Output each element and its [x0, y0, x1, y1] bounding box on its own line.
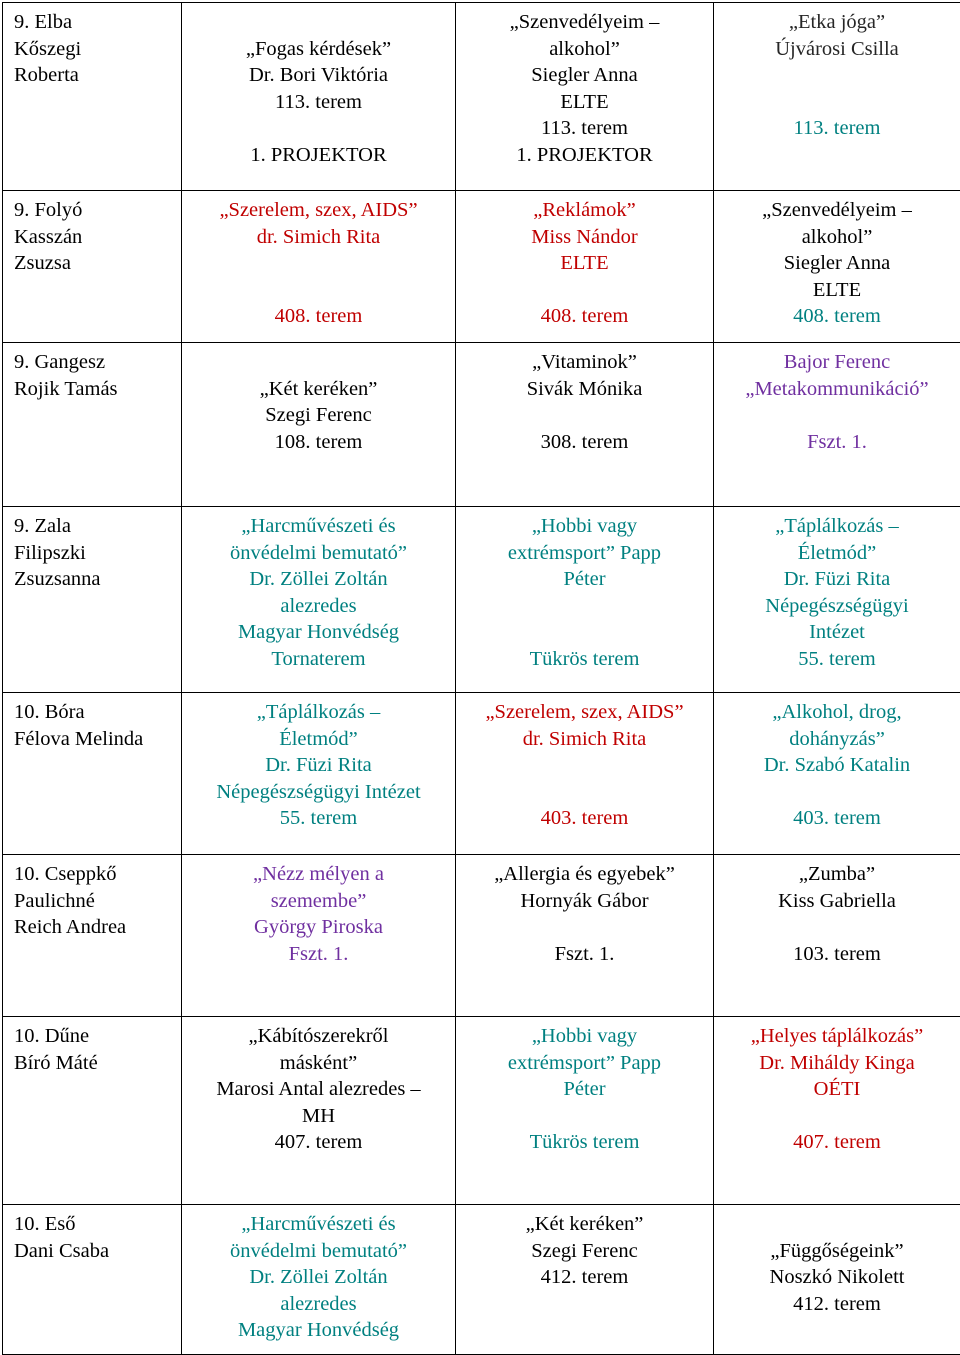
- group-label-line: Kasszán: [14, 225, 83, 248]
- session-line: Fszt. 1.: [288, 942, 349, 965]
- session-line: Bajor Ferenc: [783, 351, 891, 373]
- session-line: Dr. Bori Viktória: [248, 64, 389, 86]
- session-line: Életmód”: [797, 541, 877, 564]
- session-line: „Két keréken”: [525, 1213, 644, 1235]
- schedule-table: [2, 2, 960, 1355]
- session-line: OÉTI: [813, 1078, 861, 1100]
- session-cell: [714, 3, 960, 191]
- session-line: „Függőségeink”: [770, 1239, 904, 1262]
- session-line: [186, 250, 451, 277]
- group-label-line: Paulichné: [14, 889, 95, 912]
- group-cell: [3, 693, 182, 855]
- session-cell: [182, 507, 456, 693]
- session-line: Dr. Zöllei Zoltán: [249, 1266, 388, 1288]
- session-line: [186, 115, 451, 142]
- session-line: Noszkó Nikolett: [769, 1266, 905, 1288]
- session-cell: [456, 3, 714, 191]
- session-line: [460, 914, 709, 941]
- group-label-line: Dani Csaba: [14, 1239, 110, 1262]
- session-cell: [182, 191, 456, 343]
- session-line: alezredes: [280, 594, 357, 617]
- schedule-body: [3, 3, 960, 1355]
- session-line: „Táplálkozás –: [775, 515, 899, 537]
- session-line: [718, 62, 956, 89]
- session-cell: [456, 855, 714, 1017]
- group-cell: [3, 1017, 182, 1205]
- session-cell: [456, 693, 714, 855]
- session-line: Szegi Ferenc: [265, 404, 372, 426]
- session-line: [186, 9, 451, 36]
- session-line: Siegler Anna: [783, 252, 891, 274]
- session-line: 55. terem: [279, 807, 358, 829]
- group-cell: [3, 343, 182, 507]
- session-line: Életmód”: [279, 727, 358, 750]
- table-row: [3, 343, 960, 507]
- session-cell: [714, 343, 960, 507]
- session-line: „Fogas kérdések”: [245, 37, 392, 60]
- session-line: [718, 1211, 956, 1238]
- session-line: másként”: [279, 1051, 358, 1074]
- session-cell: [182, 1017, 456, 1205]
- session-line: önvédelmi bemutató”: [229, 1239, 408, 1262]
- session-line: [460, 1103, 709, 1130]
- session-line: Szegi Ferenc: [531, 1239, 638, 1262]
- group-label-line: 9. Gangesz: [14, 351, 106, 373]
- group-label-line: Kőszegi: [14, 37, 82, 60]
- session-line: dr. Simich Rita: [522, 727, 647, 750]
- session-cell: [456, 343, 714, 507]
- group-label-line: Bíró Máté: [14, 1051, 98, 1074]
- session-line: Hornyák Gábor: [520, 889, 649, 912]
- session-cell: [182, 693, 456, 855]
- session-line: „Allergia és egyebek”: [494, 863, 675, 885]
- session-cell: [714, 1205, 960, 1355]
- session-line: 1. PROJEKTOR: [516, 143, 653, 166]
- session-cell: [182, 855, 456, 1017]
- session-cell: [714, 693, 960, 855]
- session-line: [460, 277, 709, 304]
- session-line: Dr. Miháldy Kinga: [759, 1051, 915, 1074]
- session-line: Marosi Antal alezredes –: [216, 1078, 421, 1100]
- session-cell: [182, 3, 456, 191]
- session-line: „Szerelem, szex, AIDS”: [219, 199, 418, 221]
- session-line: Dr. Zöllei Zoltán: [249, 568, 388, 590]
- group-label-line: Filipszki: [14, 541, 86, 564]
- table-row: [3, 693, 960, 855]
- session-line: „Harcművészeti és: [241, 515, 396, 537]
- session-line: „Reklámok”: [533, 199, 636, 221]
- session-line: 412. terem: [793, 1292, 881, 1315]
- session-line: Fszt. 1.: [807, 430, 867, 453]
- session-line: MH: [301, 1104, 336, 1127]
- session-line: 407. terem: [274, 1131, 363, 1153]
- session-line: „Etka jóga”: [788, 11, 886, 33]
- session-line: szemembe”: [270, 889, 367, 912]
- session-line: Népegészségügyi Intézet: [216, 780, 421, 803]
- table-row: [3, 1205, 960, 1355]
- session-line: 408. terem: [540, 305, 629, 327]
- session-line: ELTE: [812, 278, 862, 301]
- session-line: Miss Nándor: [531, 225, 638, 248]
- session-line: [718, 1103, 956, 1130]
- session-line: alezredes: [280, 1292, 357, 1315]
- session-line: 113. terem: [541, 117, 628, 139]
- table-row: [3, 507, 960, 693]
- session-line: Magyar Honvédség: [237, 621, 400, 643]
- session-line: [460, 619, 709, 646]
- session-line: Siegler Anna: [531, 64, 638, 86]
- session-line: Péter: [563, 568, 606, 590]
- group-label-line: 9. Zala: [14, 515, 71, 537]
- session-line: 55. terem: [798, 647, 876, 670]
- session-line: Kiss Gabriella: [778, 889, 896, 912]
- session-line: 113. terem: [275, 90, 362, 113]
- session-line: „Metakommunikáció”: [745, 377, 929, 400]
- session-cell: [182, 343, 456, 507]
- session-line: Magyar Honvédség: [237, 1319, 400, 1341]
- table-row: [3, 191, 960, 343]
- session-cell: [714, 1017, 960, 1205]
- session-line: 403. terem: [540, 807, 629, 829]
- session-line: 113. terem: [793, 117, 881, 139]
- session-cell: [182, 1205, 456, 1355]
- session-line: „Szerelem, szex, AIDS”: [485, 701, 684, 723]
- session-cell: [714, 507, 960, 693]
- session-line: [186, 277, 451, 304]
- session-line: [460, 402, 709, 429]
- session-cell: [714, 855, 960, 1017]
- session-line: Sivák Mónika: [526, 377, 643, 400]
- session-cell: [714, 191, 960, 343]
- session-line: Újvárosi Csilla: [775, 37, 899, 60]
- session-line: „Harcművészeti és: [241, 1213, 396, 1235]
- group-cell: [3, 855, 182, 1017]
- session-line: Péter: [563, 1078, 606, 1100]
- group-label-line: 9. Elba: [14, 11, 73, 33]
- session-line: extrémsport” Papp: [507, 1051, 662, 1074]
- group-label-line: Zsuzsanna: [14, 568, 101, 590]
- group-cell: [3, 3, 182, 191]
- session-line: dohányzás”: [789, 727, 885, 750]
- session-line: 408. terem: [793, 305, 881, 327]
- session-line: „Szenvedélyeim –: [509, 11, 660, 33]
- session-line: „Hobbi vagy: [531, 1025, 638, 1047]
- session-line: [460, 779, 709, 806]
- session-line: „Nézz mélyen a: [253, 863, 384, 885]
- group-cell: [3, 1205, 182, 1355]
- session-line: 412. terem: [540, 1266, 629, 1288]
- session-line: „Kábítószerekről: [248, 1025, 389, 1047]
- session-line: Dr. Füzi Rita: [265, 754, 372, 776]
- session-line: alkohol”: [801, 225, 873, 248]
- session-line: ELTE: [560, 90, 609, 113]
- session-line: Népegészségügyi: [765, 594, 909, 617]
- session-line: „Alkohol, drog,: [772, 701, 902, 723]
- group-label-line: 9. Folyó: [14, 199, 83, 221]
- session-line: [460, 752, 709, 779]
- session-line: [460, 593, 709, 620]
- session-cell: [456, 1205, 714, 1355]
- session-line: „Vitaminok”: [532, 351, 637, 373]
- session-line: 408. terem: [274, 305, 363, 327]
- session-cell: [456, 1017, 714, 1205]
- session-cell: [456, 507, 714, 693]
- group-cell: [3, 507, 182, 693]
- session-line: Dr. Füzi Rita: [783, 568, 891, 590]
- session-line: 308. terem: [540, 430, 629, 453]
- group-label-line: Rojik Tamás: [14, 377, 118, 400]
- group-label-line: 10. Cseppkő: [14, 863, 117, 885]
- group-label-line: 10. Bóra: [14, 701, 85, 723]
- table-row: [3, 855, 960, 1017]
- session-line: 103. terem: [793, 942, 881, 965]
- session-line: [186, 349, 451, 376]
- session-line: önvédelmi bemutató”: [229, 541, 408, 564]
- group-label-line: Félova Melinda: [14, 727, 144, 750]
- session-line: Tükrös terem: [529, 1131, 640, 1153]
- group-cell: [3, 191, 182, 343]
- session-line: alkohol”: [549, 37, 620, 60]
- session-cell: [456, 191, 714, 343]
- group-label-line: Zsuzsa: [14, 252, 71, 274]
- group-label-line: Reich Andrea: [14, 916, 127, 938]
- session-line: „Két keréken”: [259, 377, 378, 400]
- session-line: Tornaterem: [271, 647, 366, 670]
- group-label-line: 10. Dűne: [14, 1025, 90, 1047]
- table-row: [3, 3, 960, 191]
- session-line: Tükrös terem: [529, 647, 640, 670]
- session-line: 407. terem: [793, 1131, 881, 1153]
- session-line: 1. PROJEKTOR: [250, 143, 387, 166]
- session-line: „Zumba”: [798, 863, 876, 885]
- session-line: Intézet: [809, 621, 865, 643]
- session-line: extrémsport” Papp: [507, 541, 662, 564]
- session-line: „Táplálkozás –: [256, 701, 381, 723]
- session-line: Fszt. 1.: [554, 942, 615, 965]
- session-line: „Hobbi vagy: [531, 515, 638, 537]
- table-row: [3, 1017, 960, 1205]
- session-line: Dr. Szabó Katalin: [763, 754, 911, 776]
- session-line: [718, 914, 956, 941]
- session-line: [718, 89, 956, 116]
- session-line: dr. Simich Rita: [256, 225, 381, 248]
- session-line: 108. terem: [274, 430, 363, 453]
- session-line: György Piroska: [254, 916, 383, 938]
- session-line: „Helyes táplálkozás”: [750, 1025, 924, 1047]
- group-label-line: Roberta: [14, 64, 79, 86]
- session-line: „Szenvedélyeim –: [762, 199, 912, 221]
- group-label-line: 10. Eső: [14, 1213, 76, 1235]
- session-line: [718, 402, 956, 429]
- session-line: [718, 779, 956, 806]
- session-line: 403. terem: [793, 807, 881, 829]
- session-line: ELTE: [560, 252, 609, 274]
